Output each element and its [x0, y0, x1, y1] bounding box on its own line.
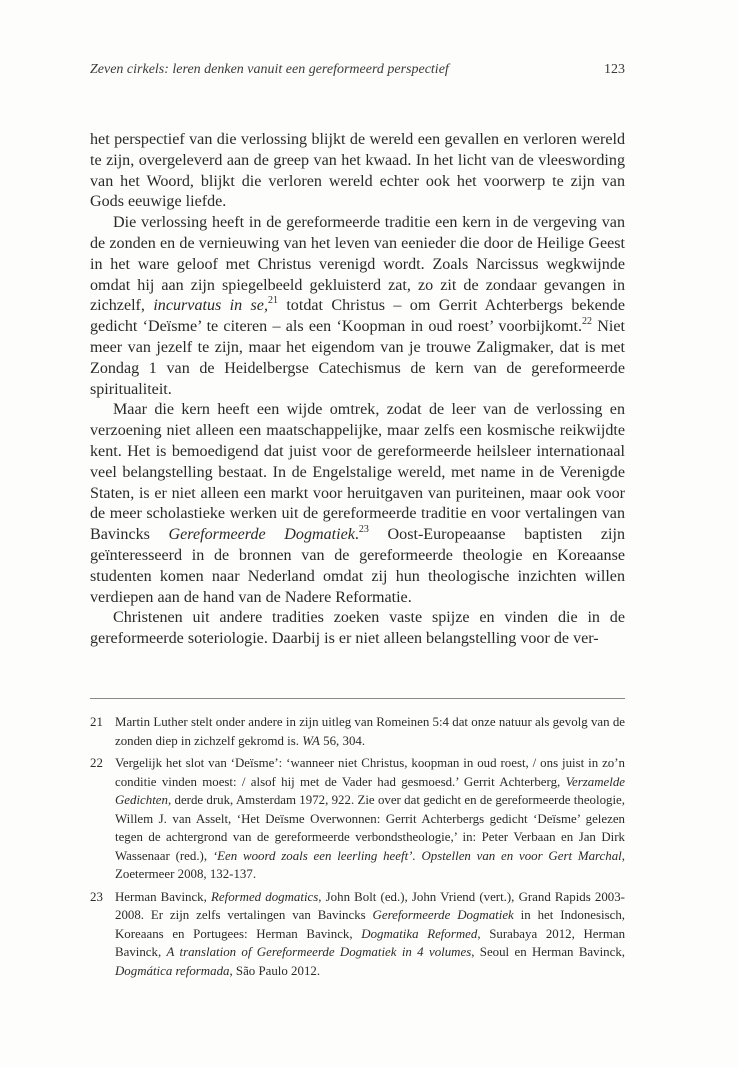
paragraph-1-text: het perspectief van die verlossing blijkt de wereld een gevallen en verloren wereld te zijn, overgeleverd aan de greep van het kwaad. In het licht van de vleeswording van het Woord, blijkt die verloren wereld echter ook het voorwerp te zijn van Gods eeuwige liefde. [90, 131, 625, 211]
footnote-21 [90, 713, 625, 750]
text-run: , derde druk, Amsterdam 1972, 922. Zie over dat gedicht en de gereformeerde theologie, Willem J. van Asselt, ‘Het Deïsme Overwonnen: Gerrit Achterbergs gedicht ‘Deïsme’ gelezen tegen de achtergrond van de gereformeerde verbondstheologie,’ in: Peter Verbaan en Jan Dirk Wassenaar (red.), [115, 793, 625, 863]
text-run: Vergelijk het slot van ‘Deïsme’: ‘wanneer niet Christus, koopman in oud roest, / ons juist in zo’n conditie vinden moest: / alsof hij met de Vader had gesmoesd.’ Gerrit Achterberg, [115, 756, 625, 789]
footnote-ref-21[interactable]: 21 [267, 295, 278, 307]
paragraph-3 [90, 400, 625, 608]
italic-phrase: WA [302, 733, 320, 748]
footnote-number: 21 [90, 715, 103, 729]
text-run: , São Paulo 2012. [229, 963, 321, 978]
footnote-22 [90, 754, 625, 884]
footnote-divider [90, 698, 625, 699]
italic-phrase: ‘Een woord zoals een leerling heeft’. Opstellen van en voor Gert Marchal [212, 848, 622, 863]
page-number: 123 [604, 62, 625, 77]
italic-phrase: Dogmatika Reformed [361, 926, 478, 941]
italic-phrase: Verzamelde Gedichten [115, 774, 625, 807]
text-run: Niet meer van jezelf te zijn, maar het eigendom van je trouwe Zaligmaker, dat is met Zondag 1 van de Heidelbergse Catechismus de kern van de gereformeerde spiritualiteit. [90, 318, 626, 398]
paragraph-4 [90, 608, 625, 650]
footnote-text [115, 754, 625, 884]
italic-phrase: Dogmática reformada [115, 963, 230, 978]
running-title: Zeven cirkels: leren denken vanuit een gereformeerd perspectief [90, 62, 449, 77]
footnote-text [115, 713, 625, 750]
footnote-number: 22 [90, 756, 103, 770]
text-run: Maar die kern heeft een wijde omtrek, zodat de leer van de verlossing en verzoening niet alleen een maatschappelijke, maar zelfs een kosmische reikwijdte kent. Het is bemoedigend dat juist voor de gereformeerde heilsleer internationaal veel belangstelling bestaat. In de Engelstalige wereld, met name in de Verenigde Staten, is er niet alleen een markt voor heruitgaven van puriteinen, maar ook voor de meer scholastieke werken uit de gereformeerde traditie en voor vertalingen van Bavincks [90, 401, 625, 544]
text-run: Die verlossing heeft in de gereformeerde traditie een kern in de vergeving van de zonden en de vernieuwing van het leven van eenieder die door de Heilige Geest in het ware geloof met Christus verenigd wordt. Zoals Narcissus wegkwijnde omdat hij aan zijn spiegelbeeld gekluisterd zat, zo zit de zondaar gevangen in zichzelf, [90, 214, 625, 315]
text-run: . [354, 526, 359, 544]
footnotes [90, 713, 625, 984]
italic-phrase: incurvatus in se, [153, 297, 268, 315]
text-run: , Surabaya 2012, Herman Bavinck, [115, 926, 626, 959]
paragraph-4-text: Christenen uit andere tradities zoeken vaste spijze en vinden die in de gereformeerde soteriologie. Daarbij is er niet alleen belangstelling voor de ver- [90, 609, 625, 648]
text-run: Martin Luther stelt onder andere in zijn uitleg van Romeinen 5:4 dat onze natuur als gevolg van de zonden diep in zichzelf gekromd is. [115, 715, 625, 748]
text-run: totdat Christus – om Gerrit Achterbergs bekende gedicht ‘Deïsme’ te citeren – als een ‘Koopman in oud roest’ voorbijkomt. [90, 297, 626, 336]
main-text [90, 130, 625, 650]
italic-phrase: A translation of Gereformeerde Dogmatiek in 4 volumes [166, 945, 472, 959]
text-run: in het Indonesisch, Koreaans en Portugees: Herman Bavinck, [115, 908, 625, 941]
text-run: Oost-Europeaanse baptisten zijn geïnteresseerd in de bronnen van de gereformeerde theologie en Koreaanse studenten komen naar Nederland omdat zij hun theologische inzichten willen verdiepen aan de hand van de Nadere Reformatie. [90, 526, 625, 606]
text-run: , Zoetermeer 2008, 132-137. [115, 848, 625, 881]
footnote-23 [90, 888, 625, 981]
text-run: Herman Bavinck, [115, 889, 212, 904]
italic-phrase: Reformed dogmatics [211, 889, 319, 904]
running-header [90, 62, 625, 78]
paragraph-1 [90, 130, 625, 213]
paragraph-2 [90, 213, 625, 400]
italic-phrase: Gereformeerde Dogmatiek [168, 526, 355, 544]
footnote-number: 23 [90, 889, 103, 904]
text-run: , Seoul en Herman Bavinck, [471, 945, 626, 959]
italic-phrase: Gereformeerde Dogmatiek [372, 908, 514, 922]
text-run: 56, 304. [319, 733, 366, 748]
footnote-ref-22[interactable]: 22 [582, 315, 593, 327]
text-run: , John Bolt (ed.), John Vriend (vert.), Grand Rapids 2003-2008. Er zijn zelfs vertalingen van Bavincks [115, 889, 625, 922]
footnote-text [115, 888, 625, 981]
footnote-ref-23[interactable]: 23 [358, 523, 369, 535]
